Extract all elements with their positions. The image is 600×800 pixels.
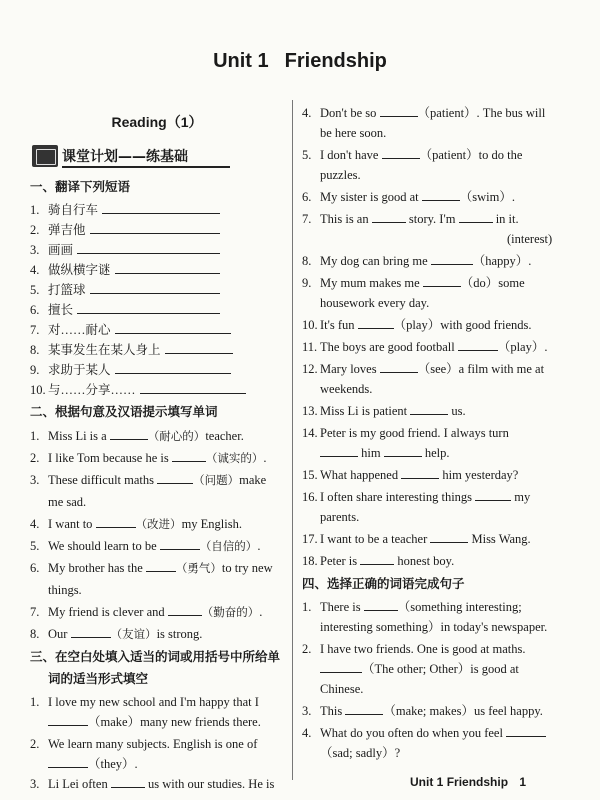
s1-item: 4. 做纵横字谜: [30, 260, 220, 280]
section3-heading: 三、在空白处填入适当的词或用括号中所给单: [30, 649, 281, 664]
answer-blank[interactable]: [360, 552, 394, 565]
s3-item-cont: parents.: [320, 510, 360, 524]
answer-blank[interactable]: [401, 466, 439, 479]
answer-blank[interactable]: [140, 381, 246, 394]
answer-blank[interactable]: [423, 274, 461, 287]
answer-blank[interactable]: [111, 775, 145, 788]
s3-item: 13. Miss Li is patient us.: [302, 404, 466, 418]
s3-item: 6. My sister is good at （swim）.: [302, 190, 515, 204]
footer-unit: Unit 1: [410, 775, 444, 789]
s2-item: 2. I like Tom because he is （诚实的）.: [30, 451, 267, 465]
answer-blank[interactable]: [320, 444, 358, 457]
answer-blank[interactable]: [422, 188, 460, 201]
answer-blank[interactable]: [160, 537, 200, 550]
s3-item: 11. The boys are good football （play）.: [302, 340, 548, 354]
s3-item: 18. Peter is honest boy.: [302, 554, 455, 568]
s3-item: 16. I often share interesting things my: [302, 490, 531, 504]
s3-item: 1. I love my new school and I'm happy that I: [30, 695, 259, 709]
answer-blank[interactable]: [48, 755, 88, 768]
banner-underline: [62, 166, 230, 168]
s3-item: 9. My mum makes me （do）some: [302, 276, 525, 290]
s2-item-cont: things.: [48, 583, 82, 597]
answer-blank[interactable]: [475, 488, 511, 501]
s2-item: 6. My brother has the （勇气）to try new: [30, 561, 273, 575]
s1-item: 7. 对……耐心: [30, 320, 231, 340]
s1-item: 5. 打篮球: [30, 280, 220, 300]
book-icon: [32, 145, 58, 167]
answer-blank[interactable]: [384, 444, 422, 457]
s1-item: 6. 擅长: [30, 300, 220, 320]
s3-item: 2. We learn many subjects. English is one of: [30, 737, 258, 751]
s4-item-cont: （sad; sadly）?: [320, 746, 401, 760]
answer-blank[interactable]: [410, 402, 448, 415]
answer-blank[interactable]: [96, 515, 136, 528]
s3-item: 8. My dog can bring me （happy）.: [302, 254, 532, 268]
answer-blank[interactable]: [431, 252, 473, 265]
s2-item: 1. Miss Li is a （耐心的）teacher.: [30, 429, 244, 443]
answer-blank[interactable]: [358, 316, 394, 329]
banner-text: 课堂计划——练基础: [62, 149, 188, 165]
answer-blank[interactable]: [157, 471, 193, 484]
s4-item: 2. I have two friends. One is good at maths.: [302, 642, 526, 656]
s2-item-cont: me sad.: [48, 495, 87, 509]
answer-blank[interactable]: [506, 724, 546, 737]
s4-item: 3. This （make; makes）us feel happy.: [302, 704, 543, 718]
title-text: Friendship: [284, 50, 387, 72]
answer-blank[interactable]: [320, 660, 362, 673]
s1-item: 9. 求助于某人: [30, 360, 231, 380]
section1-heading: 一、翻译下列短语: [30, 179, 131, 194]
s3-item: 14. Peter is my good friend. I always turn: [302, 426, 509, 440]
page-number: 1: [519, 775, 527, 789]
answer-blank[interactable]: [165, 341, 233, 354]
answer-blank[interactable]: [372, 210, 406, 223]
s4-item-cont: interesting something）in today's newspaper.: [320, 620, 548, 634]
answer-blank[interactable]: [71, 625, 111, 638]
section4-heading: 四、选择正确的词语完成句子: [302, 576, 465, 591]
reading-heading: Reading（1）: [111, 114, 203, 130]
s3-item-cont: weekends.: [320, 382, 373, 396]
s1-item: 10. 与……分享……: [30, 380, 246, 400]
answer-blank[interactable]: [172, 449, 206, 462]
answer-blank[interactable]: [90, 281, 220, 294]
column-divider: [292, 100, 293, 780]
answer-blank[interactable]: [48, 713, 88, 726]
s3-item: 10. It's fun （play）with good friends.: [302, 318, 532, 332]
answer-blank[interactable]: [110, 427, 148, 440]
answer-blank[interactable]: [430, 530, 468, 543]
answer-blank[interactable]: [382, 146, 420, 159]
s2-item: 3. These difficult maths （问题）make: [30, 473, 267, 487]
section2-heading: 二、根据句意及汉语提示填写单词: [30, 404, 218, 419]
title-unit: Unit 1: [213, 50, 269, 72]
s4-item-cont: （The other; Other）is good at: [320, 659, 519, 679]
s1-item: 8. 某事发生在某人身上: [30, 340, 233, 360]
answer-blank[interactable]: [77, 301, 220, 314]
answer-blank[interactable]: [146, 559, 176, 572]
s3-item-cont: housework every day.: [320, 296, 430, 310]
s4-item-cont: Chinese.: [320, 682, 364, 696]
s2-item: 7. My friend is clever and （勤奋的）.: [30, 605, 263, 619]
s3-item-cont: (interest): [507, 232, 553, 246]
answer-blank[interactable]: [115, 321, 231, 334]
s3-item: 12. Mary loves （see）a film with me at: [302, 362, 545, 376]
s3-item: 5. I don't have （patient）to do the: [302, 148, 523, 162]
answer-blank[interactable]: [168, 603, 202, 616]
answer-blank[interactable]: [345, 702, 383, 715]
page-title: [0, 50, 600, 73]
s3-item: 17. I want to be a teacher Miss Wang.: [302, 532, 531, 546]
lesson-banner: [32, 145, 222, 169]
s3-item: 3. Li Lei often us with our studies. He is: [30, 777, 275, 791]
answer-blank[interactable]: [458, 338, 498, 351]
s1-item: 2. 弹吉他: [30, 220, 220, 240]
s3-item: 7. This is an story. I'm in it.: [302, 212, 519, 226]
s1-item: 3. 画画: [30, 240, 220, 260]
s3-item-cont: puzzles.: [320, 168, 361, 182]
s3-item: 15. What happened him yesterday?: [302, 468, 519, 482]
s2-item: 8. Our （友谊）is strong.: [30, 627, 203, 641]
s3-item-cont: （make）many new friends there.: [48, 712, 261, 732]
answer-blank[interactable]: [102, 201, 220, 214]
s3-item: 4. Don't be so （patient）. The bus will: [302, 106, 546, 120]
s2-item: 5. We should learn to be （自信的）.: [30, 539, 261, 553]
answer-blank[interactable]: [115, 261, 220, 274]
section3-heading-cont: 词的适当形式填空: [48, 671, 149, 686]
s3-item-cont: him help.: [320, 443, 449, 463]
answer-blank[interactable]: [77, 241, 220, 254]
s3-item-cont: be here soon.: [320, 126, 387, 140]
answer-blank[interactable]: [459, 210, 493, 223]
s2-item: 4. I want to （改进）my English.: [30, 517, 242, 531]
page-footer: [410, 775, 526, 789]
answer-blank[interactable]: [364, 598, 398, 611]
answer-blank[interactable]: [115, 361, 231, 374]
answer-blank[interactable]: [380, 360, 418, 373]
answer-blank[interactable]: [90, 221, 220, 234]
footer-title: Friendship: [446, 775, 509, 789]
s4-item: 1. There is （something interesting;: [302, 600, 522, 614]
answer-blank[interactable]: [380, 104, 418, 117]
s3-item-cont: （they）.: [48, 754, 138, 774]
s4-item: 4. What do you often do when you feel: [302, 723, 546, 743]
s1-item: 1. 骑自行车: [30, 200, 220, 220]
